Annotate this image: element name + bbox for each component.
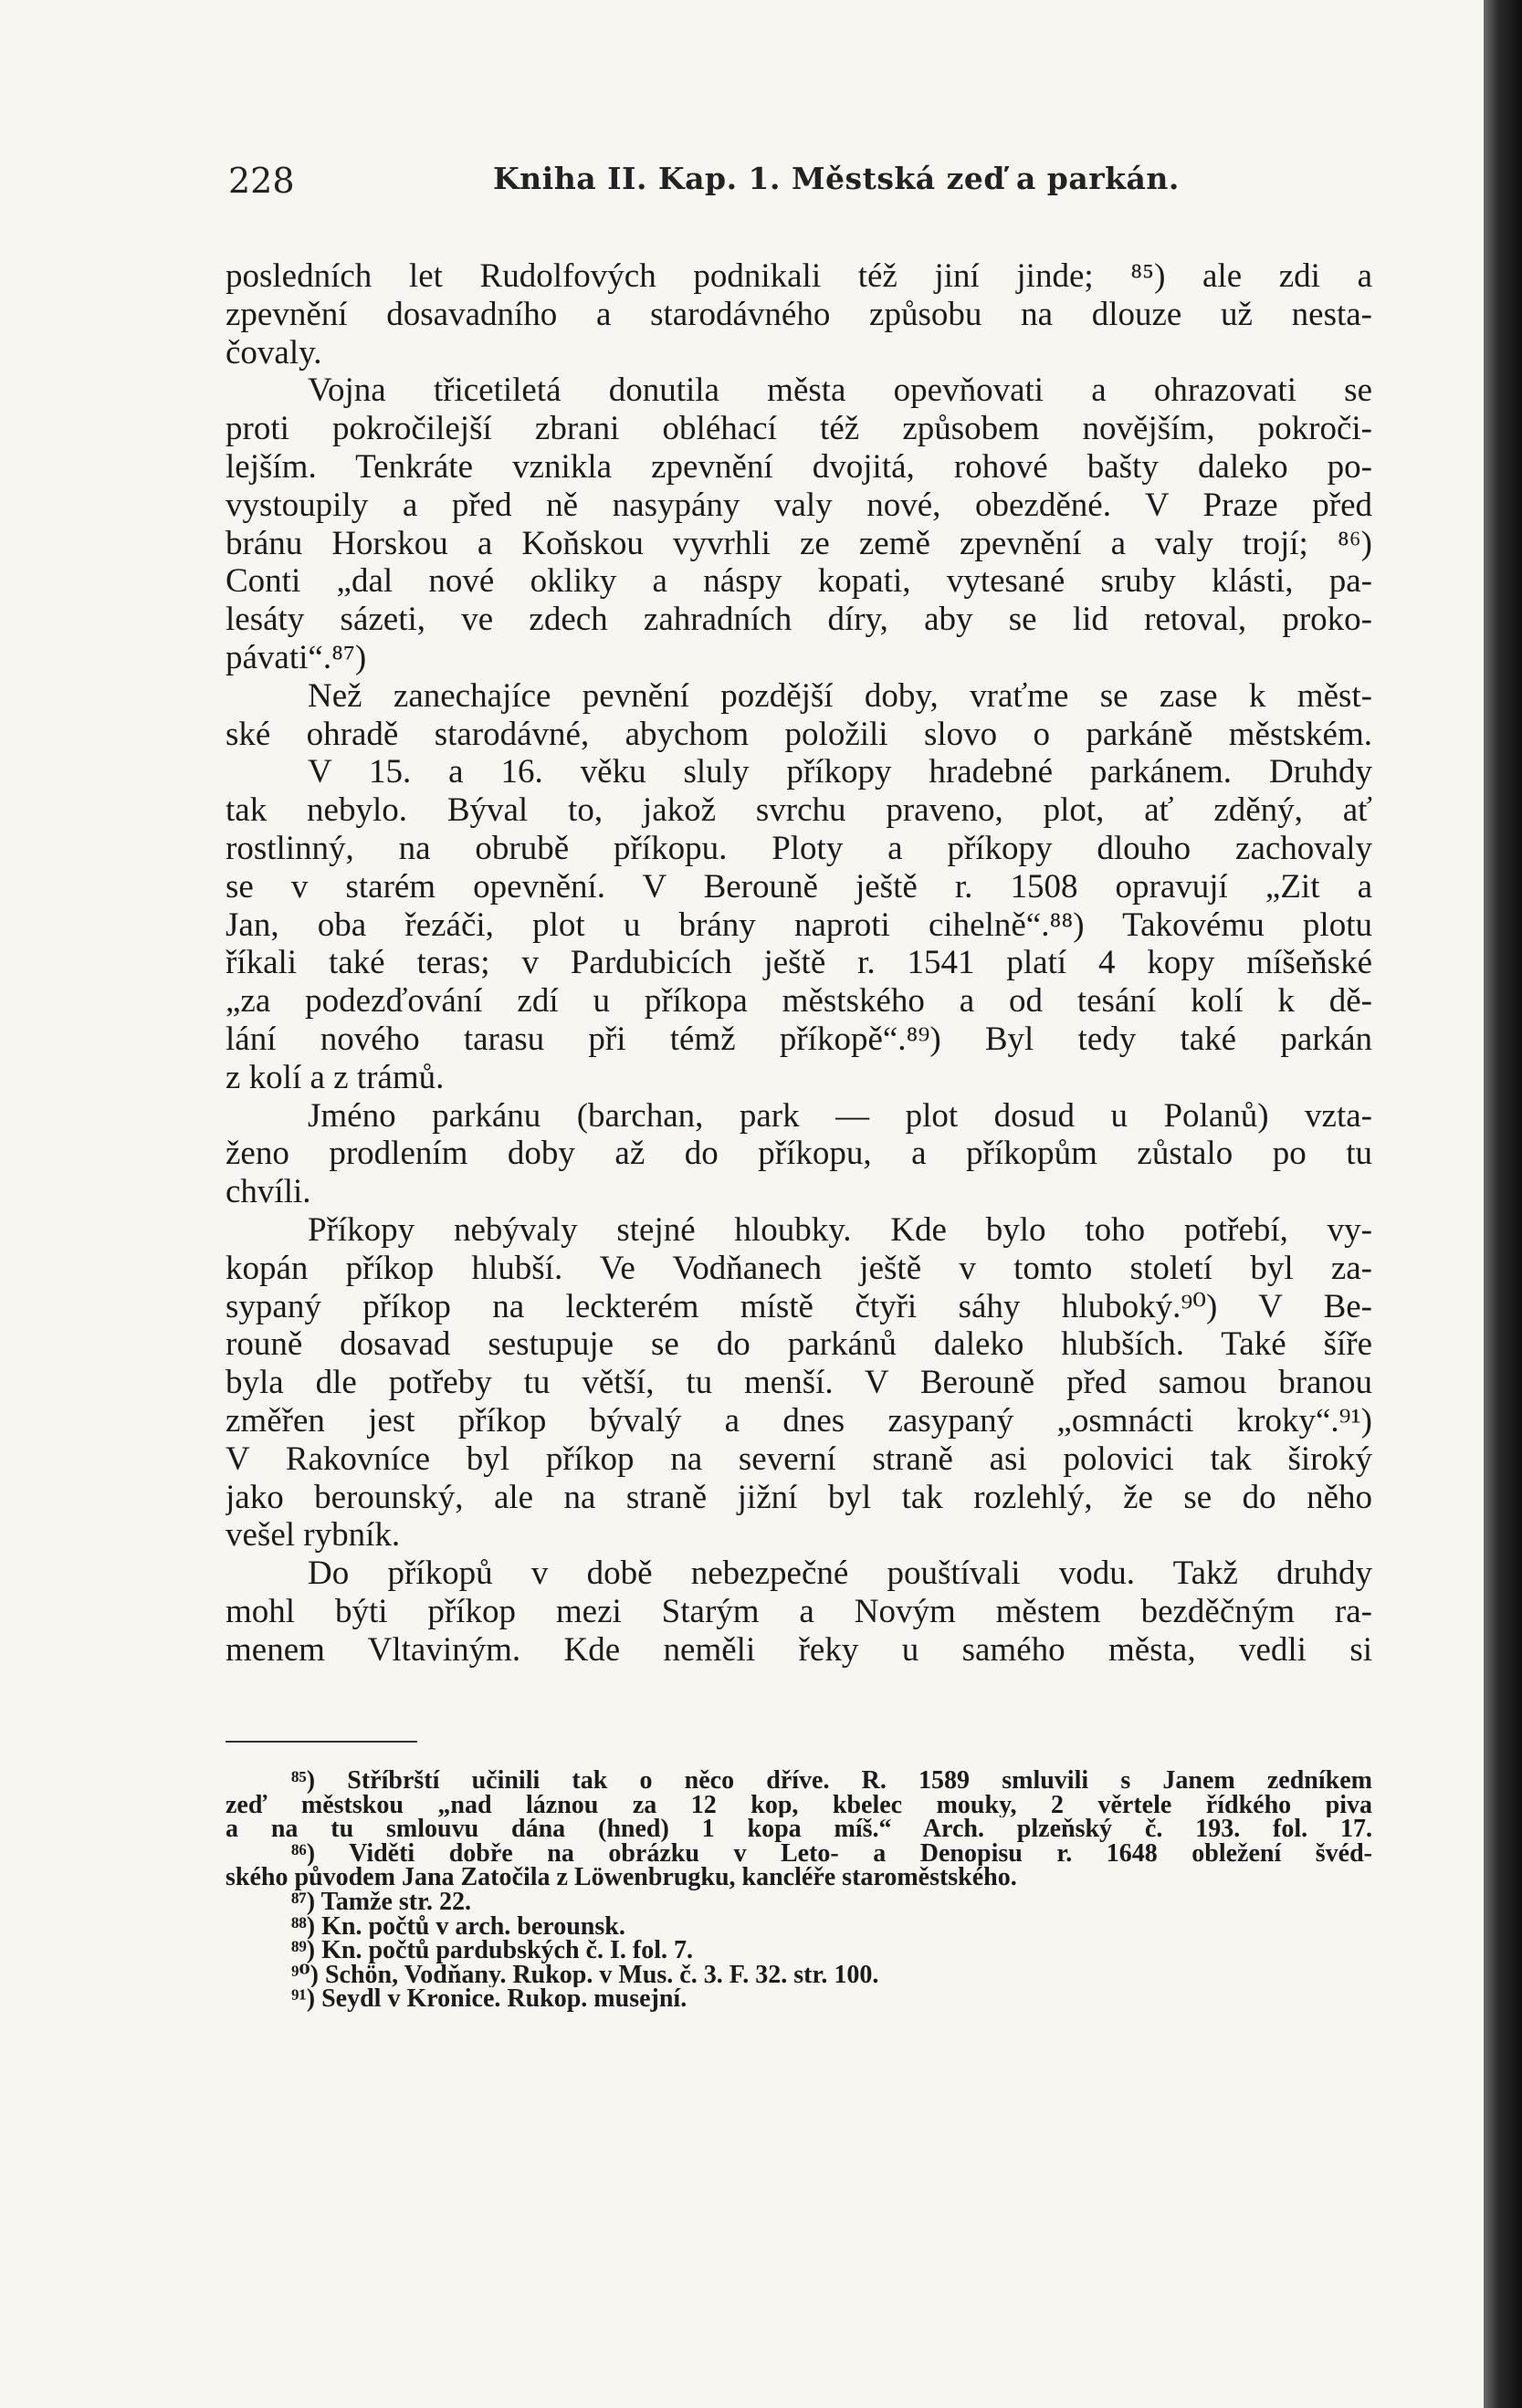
text-line: sypaný příkop na leckterém místě čtyři sáhy hluboký.⁹⁰) V Be-: [226, 1287, 1372, 1325]
footnote-line: ⁸⁵) Stříbrští učinili tak o něco dříve. R. 1589 smluvili s Janem zedníkem: [291, 1769, 1372, 1794]
text-line: Příkopy nebývaly stejné hloubky. Kde bylo toho potřebí, vy-: [308, 1210, 1372, 1249]
text-line: ské ohradě starodávné, abychom položili slovo o parkáně městském.: [226, 715, 1372, 753]
text-line: lání nového tarasu při témž příkopě“.⁸⁹) Byl tedy také parkán: [226, 1020, 1372, 1058]
text-line: z kolí a z trámů.: [226, 1058, 445, 1096]
text-line: bránu Horskou a Koňskou vyvrhli ze země zpevnění a valy trojí; ⁸⁶): [226, 524, 1372, 562]
text-line: mohl býti příkop mezi Starým a Novým městem bezděčným ra-: [226, 1592, 1372, 1630]
text-line: tak nebylo. Býval to, jakož svrchu praveno, plot, ať zděný, ať: [226, 791, 1372, 830]
text-line: říkali také teras; v Pardubicích ještě r. 1541 platí 4 kopy míšeňské: [226, 944, 1372, 982]
footnote-line: zeď městskou „nad láznou za 12 kop, kbelec mouky, 2 věrtele řídkého piva: [226, 1793, 1372, 1818]
page-edge-shadow: [1484, 0, 1522, 2408]
text-line: změřen jest příkop bývalý a dnes zasypaný „osmnácti kroky“.⁹¹): [226, 1401, 1372, 1440]
text-line: Vojna třicetiletá donutila města opevňovati a ohrazovati se: [308, 372, 1372, 410]
text-line: byla dle potřeby tu větší, tu menší. V Berouně před samou branou: [226, 1364, 1372, 1402]
footnote-separator: [226, 1741, 417, 1743]
text-line: pávati“.⁸⁷): [226, 638, 367, 676]
footnote-line: ⁹⁰) Schön, Vodňany. Rukop. v Mus. č. 3. F. 32. str. 100.: [291, 1963, 879, 1988]
text-line: Jan, oba řezáči, plot u brány naproti cihelně“.⁸⁸) Takovému plotu: [226, 906, 1372, 944]
text-line: chvíli.: [226, 1173, 311, 1211]
running-title: Kniha II. Kap. 1. Městská zeď a parkán.: [493, 161, 1180, 196]
footnote-line: ⁸⁶) Viděti dobře na obrázku v Leto- a Denopisu r. 1648 obležení švéd-: [291, 1841, 1372, 1867]
page-number: 228: [228, 161, 295, 201]
text-line: Conti „dal nové okliky a náspy kopati, vytesané sruby klásti, pa-: [226, 562, 1372, 601]
text-line: kopán příkop hlubší. Ve Vodňanech ještě v tomto století byl za-: [226, 1249, 1372, 1287]
body-text: [226, 257, 1372, 1669]
footnote-line: ⁸⁸) Kn. počtů v arch. berounsk.: [291, 1914, 625, 1940]
footnote-line: ⁸⁹) Kn. počtů pardubských č. I. fol. 7.: [291, 1939, 693, 1963]
footnote-line: ⁹¹) Seydl v Kronice. Rukop. musejní.: [291, 1987, 688, 2012]
text-line: V Rakovníce byl příkop na severní straně asi polovici tak široký: [226, 1440, 1372, 1478]
text-line: rouně dosavad sestupuje se do parkánů daleko hlubších. Také šíře: [226, 1325, 1372, 1364]
text-line: čovaly.: [226, 333, 322, 372]
text-line: „za podezďování zdí u příkopa městského a od tesání kolí k dě-: [226, 982, 1372, 1021]
text-line: jako berounský, ale na straně jižní byl tak rozlehlý, že se do něho: [226, 1478, 1372, 1516]
text-line: lesáty sázeti, ve zdech zahradních díry, aby se lid retoval, proko-: [226, 601, 1372, 639]
text-line: vystoupily a před ně nasypány valy nové, obezděné. V Praze před: [226, 486, 1372, 524]
text-line: Do příkopů v době nebezpečné pouštívali vodu. Takž druhdy: [308, 1555, 1372, 1593]
footnote-line: ⁸⁷) Tamže str. 22.: [291, 1890, 471, 1915]
footnotes: [226, 1769, 1372, 2012]
text-line: rostlinný, na obrubě příkopu. Ploty a příkopy dlouho zachovaly: [226, 829, 1372, 867]
text-line: Než zanechajíce pevnění pozdější doby, vraťme se zase k měst-: [308, 676, 1372, 715]
text-line: zpevnění dosavadního a starodávného způsobu na dlouze už nesta-: [226, 295, 1372, 333]
footnote-line: a na tu smlouvu dána (hned) 1 kopa míš.“ Arch. plzeňský č. 193. fol. 17.: [226, 1817, 1372, 1842]
text-line: ženo prodlením doby až do příkopu, a příkopům zůstalo po tu: [226, 1135, 1372, 1173]
text-line: posledních let Rudolfových podnikali též jiní jinde; ⁸⁵) ale zdi a: [226, 257, 1372, 295]
text-line: lejším. Tenkráte vznikla zpevnění dvojitá, rohové bašty daleko po-: [226, 447, 1372, 486]
text-line: vešel rybník.: [226, 1516, 401, 1555]
text-line: menem Vltaviným. Kde neměli řeky u samého města, vedli si: [226, 1630, 1372, 1669]
text-line: proti pokročilejší zbrani obléhací též způsobem novějším, pokroči-: [226, 410, 1372, 448]
text-line: Jméno parkánu (barchan, park — plot dosud u Polanů) vzta-: [308, 1096, 1372, 1135]
text-line: se v starém opevnění. V Berouně ještě r. 1508 opravují „Zit a: [226, 867, 1372, 906]
footnote-line: ského původem Jana Zatočila z Löwenbrugku, kancléře staroměstského.: [226, 1866, 1017, 1890]
text-line: V 15. a 16. věku sluly příkopy hradebné parkánem. Druhdy: [308, 753, 1372, 791]
